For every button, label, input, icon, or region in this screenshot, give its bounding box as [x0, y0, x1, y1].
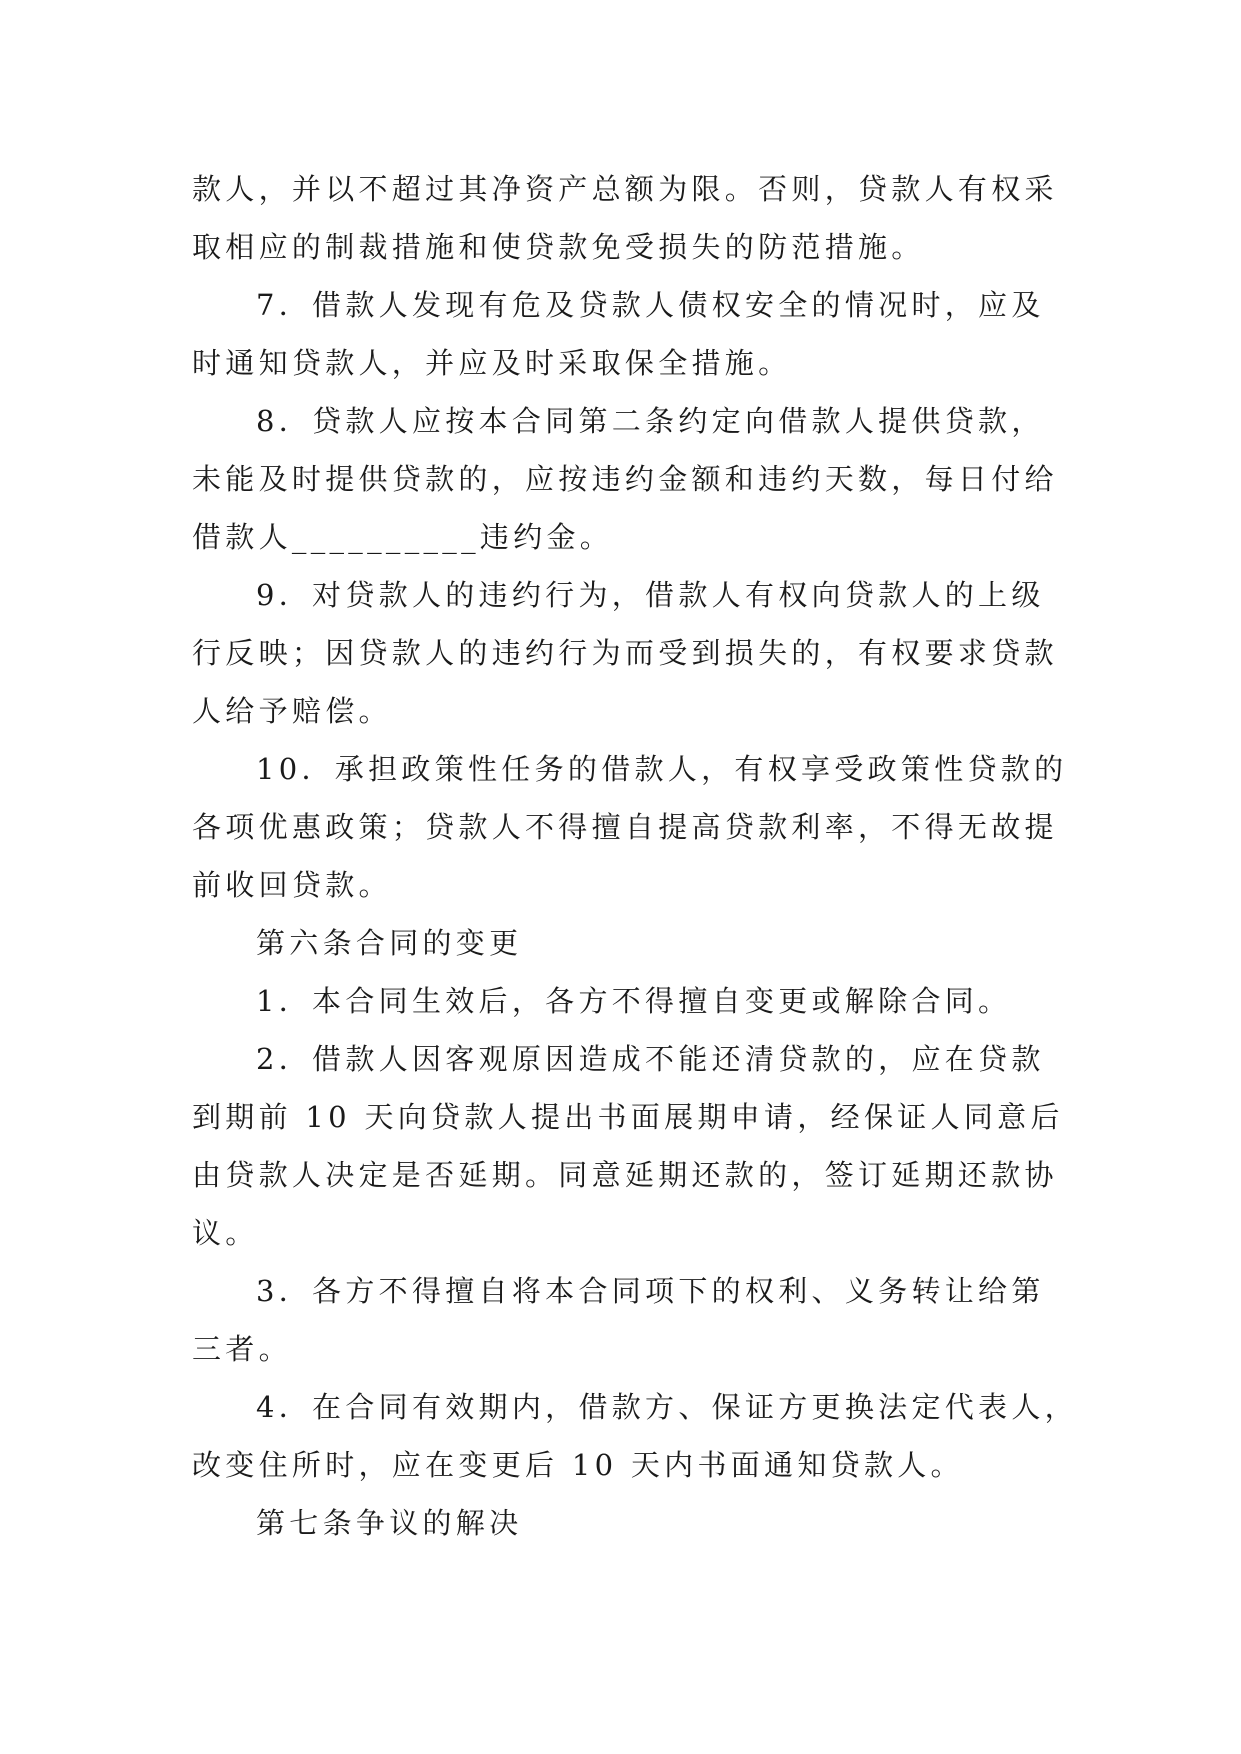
document-body: [192, 160, 1078, 1552]
section-heading-article-7: 第七条争议的解决: [256, 1506, 523, 1540]
clause-10-line: 10．承担政策性任务的借款人，有权享受政策性贷款的: [256, 752, 1068, 786]
article-6-clause-4-line: 4．在合同有效期内，借款方、保证方更换法定代表人，: [256, 1390, 1078, 1424]
text-line: 改变住所时，应在变更后 10 天内书面通知贷款人。: [192, 1448, 964, 1482]
text-line: 人给予赔偿。: [192, 694, 392, 728]
text-line: 款人，并以不超过其净资产总额为限。否则，贷款人有权采: [192, 172, 1058, 206]
text-line: 时通知贷款人，并应及时采取保全措施。: [192, 346, 792, 380]
text-line: 取相应的制裁措施和使贷款免受损失的防范措施。: [192, 230, 925, 264]
text-line: 议。: [192, 1216, 259, 1250]
article-6-clause-2-line: 2．借款人因客观原因造成不能还清贷款的，应在贷款: [256, 1042, 1045, 1076]
clause-9-line: 9．对贷款人的违约行为，借款人有权向贷款人的上级: [256, 578, 1045, 612]
text-line: 三者。: [192, 1332, 292, 1366]
clause-7-line: 7．借款人发现有危及贷款人债权安全的情况时，应及: [256, 288, 1045, 322]
text-line: 借款人__________违约金。: [192, 520, 614, 554]
text-line: 由贷款人决定是否延期。同意延期还款的，签订延期还款协: [192, 1158, 1058, 1192]
clause-8-line: 8．贷款人应按本合同第二条约定向借款人提供贷款，: [256, 404, 1045, 438]
text-line: 行反映；因贷款人的违约行为而受到损失的，有权要求贷款: [192, 636, 1058, 670]
text-line: 各项优惠政策；贷款人不得擅自提高贷款利率，不得无故提: [192, 810, 1058, 844]
article-6-clause-3-line: 3．各方不得擅自将本合同项下的权利、义务转让给第: [256, 1274, 1045, 1308]
text-line: 前收回贷款。: [192, 868, 392, 902]
text-line: 到期前 10 天向贷款人提出书面展期申请，经保证人同意后: [192, 1100, 1064, 1134]
section-heading-article-6: 第六条合同的变更: [256, 926, 523, 960]
article-6-clause-1-line: 1．本合同生效后，各方不得擅自变更或解除合同。: [256, 984, 1012, 1018]
text-line: 未能及时提供贷款的，应按违约金额和违约天数，每日付给: [192, 462, 1058, 496]
